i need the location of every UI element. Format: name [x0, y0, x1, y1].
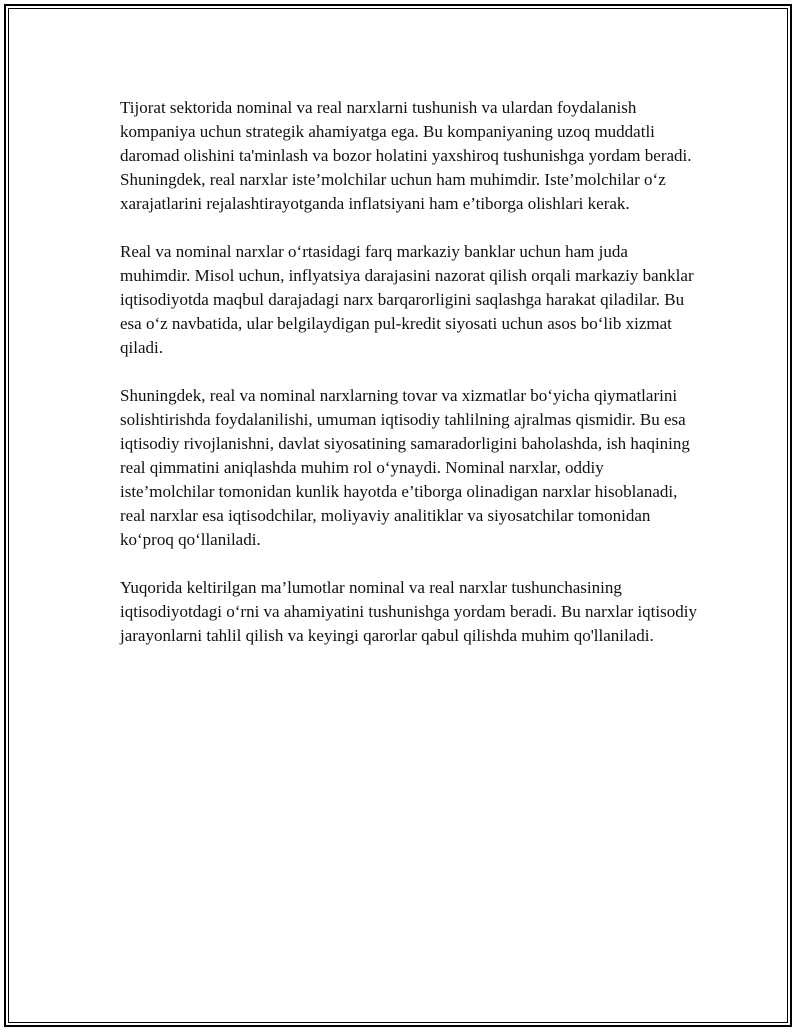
page-frame	[4, 4, 792, 1027]
document-body	[120, 96, 698, 672]
paragraph-4: Yuqorida keltirilgan ma’lumotlar nominal va real narxlar tushunchasining iqtisodiyotdagi o‘rni va ahamiyatini tushunishga yordam beradi. Bu narxlar iqtisodiy jarayonlarni tahlil qilish va keyingi qarorlar qabul qilishda muhim qo'llaniladi.	[120, 578, 697, 645]
paragraph-2: Real va nominal narxlar o‘rtasidagi farq markaziy banklar uchun ham juda muhimdir. Misol uchun, inflyatsiya darajasini nazorat qilish orqali markaziy banklar iqtisodiyotda maqbul darajadagi narx barqarorligini saqlashga harakat qiladilar. Bu esa o‘z navbatida, ular belgilaydigan pul-kredit siyosati uchun asos bo‘lib xizmat qiladi.	[120, 242, 694, 357]
paragraph-3: Shuningdek, real va nominal narxlarning tovar va xizmatlar bo‘yicha qiymatlarini solishtirishda foydalanilishi, umuman iqtisodiy tahlilning ajralmas qismidir. Bu esa iqtisodiy rivojlanishni, davlat siyosatining samaradorligini baholashda, ish haqining real qimmatini aniqlashda muhim rol o‘ynaydi. Nominal narxlar, oddiy iste’molchilar tomonidan kunlik hayotda e’tiborga olinadigan narxlar hisoblanadi, real narxlar esa iqtisodchilar, moliyaviy analitiklar va siyosatchilar tomonidan ko‘proq qo‘llaniladi.	[120, 386, 690, 549]
paragraph-1: Tijorat sektorida nominal va real narxlarni tushunish va ulardan foydalanish kompaniya uchun strategik ahamiyatga ega. Bu kompaniyaning uzoq muddatli daromad olishini ta'minlash va bozor holatini yaxshiroq tushunishga yordam beradi. Shuningdek, real narxlar iste’molchilar uchun ham muhimdir. Iste’molchilar o‘z xarajatlarini rejalashtirayotganda inflatsiyani ham e’tiborga olishlari kerak.	[120, 98, 692, 213]
